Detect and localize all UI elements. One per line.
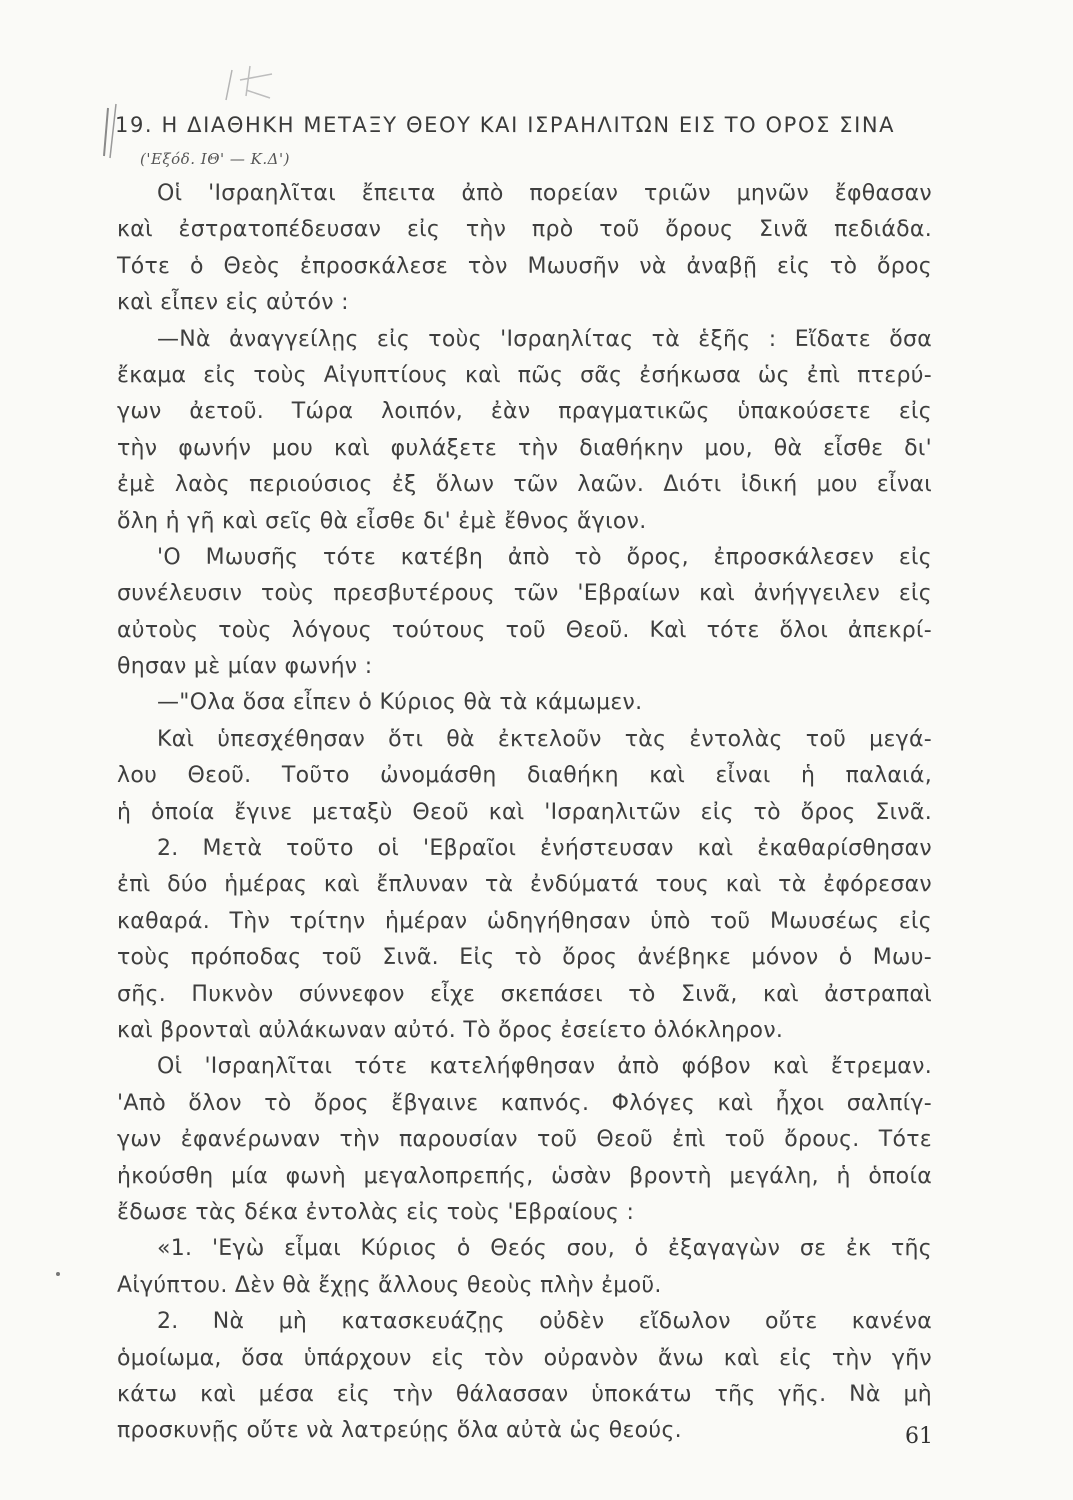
text-line: τὴν φωνήν μου καὶ φυλάξετε τὴν διαθήκην μου, θὰ εἶσθε δι' (117, 435, 932, 461)
text-line: γων ἀετοῦ. Τώρα λοιπόν, ἐὰν πραγματικῶς ὑπακούσετε εἰς (117, 399, 932, 425)
text-line: Οἱ 'Ισραηλῖται τότε κατελήφθησαν ἀπὸ φόβον καὶ ἔτρεμαν. (157, 1054, 932, 1080)
text-line: σῆς. Πυκνὸν σύννεφον εἶχε σκεπάσει τὸ Σινᾶ, καὶ ἀστραπαὶ (117, 981, 932, 1007)
scripture-reference: ('Εξόδ. ΙΘ' — Κ.Δ') (140, 150, 290, 168)
text-line: Καὶ ὑπεσχέθησαν ὅτι θὰ ἐκτελοῦν τὰς ἐντολὰς τοῦ μεγά- (157, 726, 932, 752)
page-number: 61 (905, 1424, 933, 1449)
text-line: —"Ολα ὅσα εἶπεν ὁ Κύριος θὰ τὰ κάμωμεν. (157, 690, 643, 716)
text-line: καὶ βρονταὶ αὐλάκωναν αὐτό. Τὸ ὄρος ἐσείετο ὁλόκληρον. (117, 1017, 784, 1043)
text-line: τοὺς πρόποδας τοῦ Σινᾶ. Εἰς τὸ ὄρος ἀνέβηκε μόνον ὁ Μωυ- (117, 945, 932, 971)
text-line: προσκυνῇς οὔτε νὰ λατρεύῃς ὅλα αὐτὰ ὡς θεούς. (117, 1418, 682, 1444)
text-line: συνέλευσιν τοὺς πρεσβυτέρους τῶν 'Εβραίων καὶ ἀνήγγειλεν εἰς (117, 581, 932, 607)
text-line: γων ἐφανέρωναν τὴν παρουσίαν τοῦ Θεοῦ ἐπὶ τοῦ ὄρους. Τότε (117, 1127, 932, 1153)
text-line: κάτω καὶ μέσα εἰς τὴν θάλασσαν ὑποκάτω τῆς γῆς. Νὰ μὴ (117, 1381, 932, 1407)
text-line: ἡ ὁποία ἔγινε μεταξὺ Θεοῦ καὶ 'Ισραηλιτῶν εἰς τὸ ὄρος Σινᾶ. (117, 799, 932, 825)
text-line: ἐπὶ δύο ἡμέρας καὶ ἔπλυναν τὰ ἐνδύματά τους καὶ τὰ ἐφόρεσαν (117, 872, 932, 898)
text-line: ἐμὲ λαὸς περιούσιος ἐξ ὅλων τῶν λαῶν. Διότι ἰδική μου εἶναι (117, 472, 932, 498)
text-line: καὶ ἐστρατοπέδευσαν εἰς τὴν πρὸ τοῦ ὄρους Σινᾶ πεδιάδα. (117, 217, 932, 243)
text-line: ὅλη ἡ γῆ καὶ σεῖς θὰ εἶσθε δι' ἐμὲ ἔθνος ἅγιον. (117, 508, 647, 534)
text-line: 'Ο Μωυσῆς τότε κατέβη ἀπὸ τὸ ὄρος, ἐπροσκάλεσεν εἰς (157, 544, 932, 570)
text-line: «1. 'Εγὼ εἶμαι Κύριος ὁ Θεός σου, ὁ ἐξαγαγὼν σε ἐκ τῆς (157, 1236, 932, 1262)
text-line: Οἱ 'Ισραηλῖται ἔπειτα ἀπὸ πορείαν τριῶν μηνῶν ἔφθασαν (157, 181, 932, 206)
text-line: ἠκούσθη μία φωνὴ μεγαλοπρεπής, ὡσὰν βροντὴ μεγάλη, ἡ ὁποία (117, 1163, 932, 1189)
section-heading: 19. Η ΔΙΑΘΗΚΗ ΜΕΤΑΞΥ ΘΕΟΥ ΚΑΙ ΙΣΡΑΗΛΙΤΩΝ ΕΙΣ ΤΟ ΟΡΟΣ ΣΙΝΑ (115, 113, 896, 137)
text-line: 2. Μετὰ τοῦτο οἱ 'Εβραῖοι ἐνήστευσαν καὶ ἐκαθαρίσθησαν (157, 836, 932, 862)
text-line: αὐτοὺς τοὺς λόγους τούτους τοῦ Θεοῦ. Καὶ τότε ὅλοι ἀπεκρί- (117, 617, 932, 643)
text-line: ὁμοίωμα, ὅσα ὑπάρχουν εἰς τὸν οὐρανὸν ἄνω καὶ εἰς τὴν γῆν (117, 1345, 932, 1371)
body-text (117, 176, 932, 1450)
text-line: ἔκαμα εἰς τοὺς Αἰγυπτίους καὶ πῶς σᾶς ἐσήκωσα ὡς ἐπὶ πτερύ- (117, 362, 932, 388)
text-line: —Νὰ ἀναγγείλῃς εἰς τοὺς 'Ισραηλίτας τὰ ἑξῆς : Εἴδατε ὅσα (157, 326, 932, 352)
text-line: Τότε ὁ Θεὸς ἐπροσκάλεσε τὸν Μωυσῆν νὰ ἀναβῇ εἰς τὸ ὄρος (117, 253, 932, 279)
stray-dot (56, 1272, 60, 1276)
text-line: θησαν μὲ μίαν φωνήν : (117, 654, 373, 680)
text-line: ἔδωσε τὰς δέκα ἐντολὰς εἰς τοὺς 'Εβραίους : (117, 1199, 635, 1225)
text-line: λου Θεοῦ. Τοῦτο ὠνομάσθη διαθήκη καὶ εἶναι ἡ παλαιά, (117, 763, 932, 789)
text-line: 'Απὸ ὅλον τὸ ὄρος ἔβγαινε καπνός. Φλόγες καὶ ἦχοι σαλπίγ- (117, 1090, 932, 1116)
text-line: καθαρά. Τὴν τρίτην ἡμέραν ὡδηγήθησαν ὑπὸ τοῦ Μωυσέως εἰς (117, 908, 932, 934)
text-line: Αἰγύπτου. Δὲν θὰ ἔχῃς ἄλλους θεοὺς πλὴν ἐμοῦ. (117, 1272, 662, 1298)
text-line: καὶ εἶπεν εἰς αὐτόν : (117, 290, 349, 316)
text-line: 2. Νὰ μὴ κατασκευάζῃς οὐδὲν εἴδωλον οὔτε κανένα (157, 1309, 932, 1335)
